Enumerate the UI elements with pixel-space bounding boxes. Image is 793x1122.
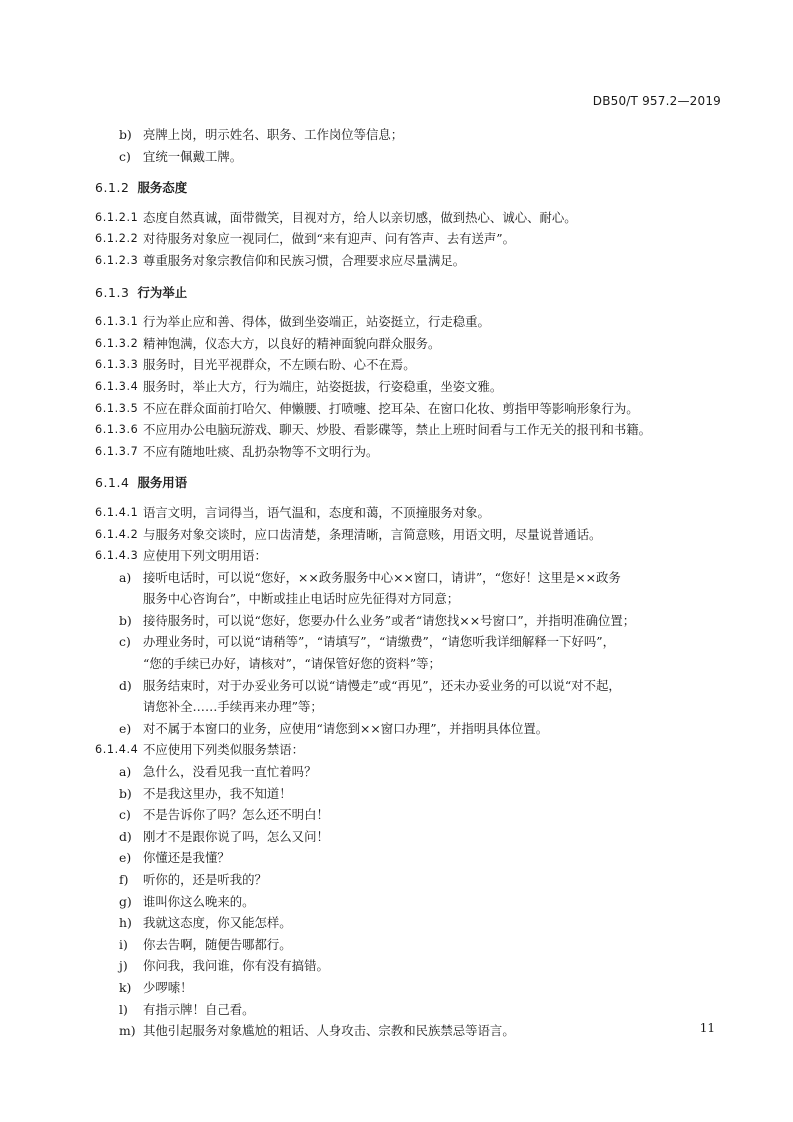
clause xyxy=(95,376,725,398)
clause-code: 6.1.3.6 xyxy=(95,423,139,437)
list-marker: j) xyxy=(119,958,128,974)
list-marker: h) xyxy=(119,915,132,931)
section-code: 6.1.3 xyxy=(95,284,130,300)
page-number: 11 xyxy=(699,1021,715,1035)
clause-code: 6.1.3.1 xyxy=(95,315,139,329)
list-marker: b) xyxy=(119,612,132,628)
list-item-text: 你去告啊，随便告哪都行。 xyxy=(143,936,292,952)
section-heading xyxy=(95,472,725,494)
list-item-text: 急什么，没看见我一直忙着吗？ xyxy=(143,764,317,780)
list-marker: b) xyxy=(119,127,132,142)
clause-code: 6.1.4.4 xyxy=(95,743,139,757)
clause xyxy=(95,502,725,524)
list-item-line: 服务中心咨询台”，中断或挂止电话时应先征得对方同意； xyxy=(143,591,460,607)
list-marker: c) xyxy=(119,148,131,164)
list-item-text: 其他引起服务对象尴尬的粗话、人身攻击、宗教和民族禁忌等语言。 xyxy=(143,1023,515,1039)
clause-text: 对待服务对象应一视同仁，做到“来有迎声、问有答声、去有送声”。 xyxy=(143,231,515,247)
list-marker: c) xyxy=(119,634,131,650)
list-item-text: 不是我这里办，我不知道！ xyxy=(143,785,292,801)
clause-code: 6.1.2.3 xyxy=(95,253,139,267)
list-item xyxy=(95,912,725,934)
clause xyxy=(95,333,725,355)
list-item-line: 服务结束时，对于办妥业务可以说“请慢走”或“再见”，还未办妥业务的可以说“对不起， xyxy=(143,677,621,693)
clause-text: 尊重服务对象宗教信仰和民族习惯，合理要求应尽量满足。 xyxy=(143,252,466,268)
clause-code: 6.1.3.3 xyxy=(95,358,139,372)
clause-code: 6.1.2.2 xyxy=(95,232,139,246)
list-item-line: 请您补全……手续再来办理”等； xyxy=(143,699,323,715)
clause xyxy=(95,354,725,376)
list-marker: l) xyxy=(119,1001,128,1017)
section-code: 6.1.4 xyxy=(95,475,130,491)
clause xyxy=(95,419,725,441)
list-marker: a) xyxy=(119,569,132,585)
section-code: 6.1.2 xyxy=(95,180,130,196)
clause-text: 服务时，目光平视群众，不左顾右盼、心不在焉。 xyxy=(143,357,416,373)
list-item xyxy=(95,934,725,956)
list-item-text: 谁叫你这么晚来的。 xyxy=(143,893,255,909)
list-item-text: 我就这态度，你又能怎样。 xyxy=(143,915,292,931)
clause xyxy=(95,441,725,463)
list-marker: e) xyxy=(119,850,132,866)
clause-code: 6.1.3.5 xyxy=(95,401,139,415)
clause-text: 不应使用下列类似服务禁语： xyxy=(143,742,305,758)
list-item-line: 接听电话时，可以说“您好，××政务服务中心××窗口，请讲”，“您好！这里是××政务 xyxy=(143,569,621,585)
section-title: 服务态度 xyxy=(137,180,188,196)
list-item-text: 对不属于本窗口的业务，应使用“请您到××窗口办理”，并指明具体位置。 xyxy=(143,720,549,736)
clause-text: 服务时，举止大方，行为端庄，站姿挺拔，行姿稳重，坐姿文雅。 xyxy=(143,378,503,394)
list-item xyxy=(95,783,725,805)
clause-text: 语言文明，言词得当，语气温和，态度和蔼，不顶撞服务对象。 xyxy=(143,504,490,520)
list-item xyxy=(95,146,725,168)
document-code: DB50/T 957.2—2019 xyxy=(592,94,721,108)
clause-code: 6.1.3.4 xyxy=(95,379,139,393)
clause xyxy=(95,207,725,229)
list-marker: g) xyxy=(119,893,132,909)
list-item xyxy=(95,955,725,977)
clause-text: 不应有随地吐痰、乱扔杂物等不文明行为。 xyxy=(143,443,379,459)
clause-text: 不应用办公电脑玩游戏、聊天、炒股、看影碟等，禁止上班时间看与工作无关的报刊和书籍。 xyxy=(143,422,652,438)
clause-code: 6.1.4.3 xyxy=(95,549,139,563)
document-body xyxy=(95,124,725,1042)
list-item xyxy=(95,610,725,632)
clause-code: 6.1.4.1 xyxy=(95,505,139,519)
list-item xyxy=(95,631,725,674)
list-marker: b) xyxy=(119,785,132,801)
clause-code: 6.1.4.2 xyxy=(95,527,139,541)
list-item-text xyxy=(143,567,725,610)
list-item-text: 宜统一佩戴工牌。 xyxy=(143,148,243,164)
list-item xyxy=(95,826,725,848)
clause xyxy=(95,739,725,761)
clause-text: 与服务对象交谈时，应口齿清楚，条理清晰，言简意赅，用语文明，尽量说普通话。 xyxy=(143,526,602,542)
section-heading xyxy=(95,177,725,199)
clause-text: 不应在群众面前打哈欠、伸懒腰、打喷嚏、挖耳朵、在窗口化妆、剪指甲等影响形象行为。 xyxy=(143,400,639,416)
list-item-text: 刚才不是跟你说了吗，怎么又问！ xyxy=(143,828,329,844)
list-marker: k) xyxy=(119,979,132,995)
section-heading xyxy=(95,282,725,304)
list-item-line: “您的手续已办好，请核对”，“请保管好您的资料”等； xyxy=(143,656,441,672)
list-item xyxy=(95,675,725,718)
list-item xyxy=(95,847,725,869)
clause xyxy=(95,545,725,567)
list-item xyxy=(95,718,725,740)
list-item-text: 少啰嗦！ xyxy=(143,979,193,995)
list-item xyxy=(95,869,725,891)
list-item-line: 办理业务时，可以说“请稍等”，“请填写”，“请缴费”，“请您听我详细解释一下好吗”， xyxy=(143,634,615,650)
clause xyxy=(95,524,725,546)
clause-text: 应使用下列文明用语： xyxy=(143,548,267,564)
clause-text: 行为举止应和善、得体，做到坐姿端正，站姿挺立，行走稳重。 xyxy=(143,314,490,330)
list-item xyxy=(95,891,725,913)
clause-code: 6.1.3.2 xyxy=(95,336,139,350)
list-item-text: 你问我，我问谁，你有没有搞错。 xyxy=(143,958,329,974)
clause xyxy=(95,228,725,250)
list-item xyxy=(95,124,725,146)
list-item-text: 不是告诉你了吗？怎么还不明白！ xyxy=(143,807,329,823)
list-item-text: 亮牌上岗，明示姓名、职务、工作岗位等信息； xyxy=(143,127,404,142)
list-marker: d) xyxy=(119,828,132,844)
clause xyxy=(95,311,725,333)
list-item-text: 接待服务时，可以说“您好，您要办什么业务”或者“请您找××号窗口”，并指明准确位置； xyxy=(143,612,636,628)
list-marker: d) xyxy=(119,677,132,693)
section-title: 行为举止 xyxy=(137,284,188,300)
clause xyxy=(95,398,725,420)
list-item-text: 你懂还是我懂？ xyxy=(143,850,230,866)
list-item-text xyxy=(143,675,725,718)
list-marker: i) xyxy=(119,936,128,952)
clause xyxy=(95,250,725,272)
list-item xyxy=(95,567,725,610)
clause-text: 态度自然真诚，面带微笑，目视对方，给人以亲切感，做到热心、诚心、耐心。 xyxy=(143,209,577,225)
list-item xyxy=(95,999,725,1021)
list-marker: e) xyxy=(119,720,132,736)
list-marker: m) xyxy=(119,1023,136,1039)
list-item xyxy=(95,804,725,826)
list-item-text xyxy=(143,631,725,674)
list-marker: c) xyxy=(119,807,131,823)
clause-code: 6.1.3.7 xyxy=(95,444,139,458)
list-marker: a) xyxy=(119,764,132,780)
list-item xyxy=(95,761,725,783)
clause-text: 精神饱满，仪态大方，以良好的精神面貌向群众服务。 xyxy=(143,335,441,351)
clause-code: 6.1.2.1 xyxy=(95,210,139,224)
list-item xyxy=(95,1020,725,1042)
list-item xyxy=(95,977,725,999)
section-title: 服务用语 xyxy=(137,475,188,491)
list-item-text: 有指示牌！自己看。 xyxy=(143,1001,255,1017)
list-marker: f) xyxy=(119,872,129,887)
list-item-text: 听你的，还是听我的？ xyxy=(143,872,267,887)
